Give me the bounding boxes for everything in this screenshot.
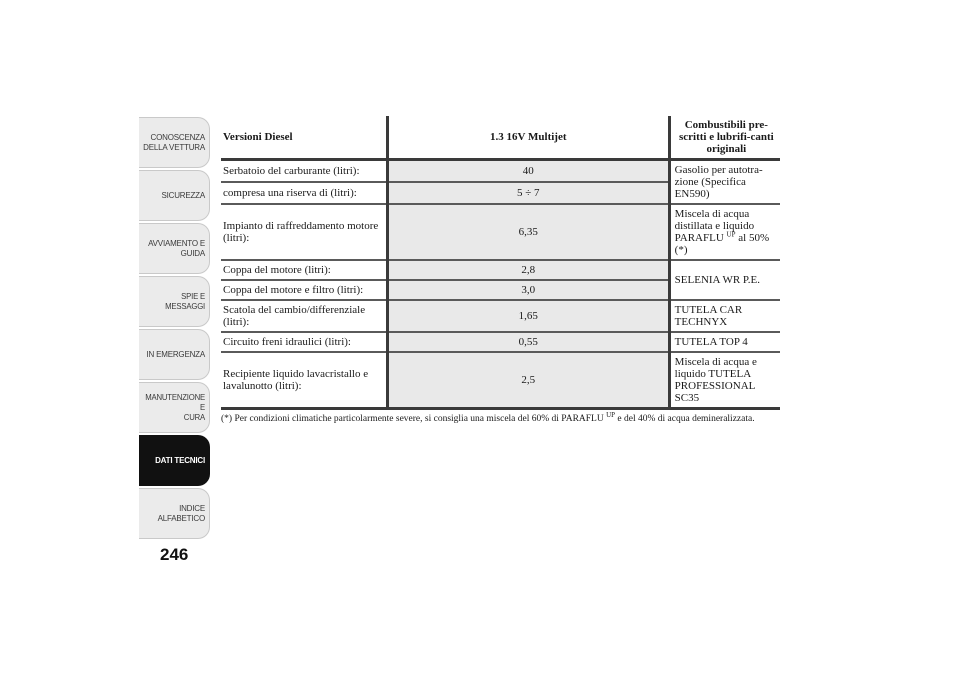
tab-label: IN EMERGENZA: [146, 349, 205, 359]
row-product: Gasolio per autotra-zione (Specifica EN590): [669, 160, 780, 205]
page-number: 246: [160, 545, 189, 564]
capacities-table: [221, 116, 780, 410]
row-label: Circuito freni idraulici (litri):: [221, 332, 387, 352]
row-label: Coppa del motore (litri):: [221, 260, 387, 280]
row-product: [669, 204, 780, 260]
row-product: TUTELA CAR TECHNYX: [669, 300, 780, 332]
tab-avviamento-e-guida[interactable]: [139, 223, 210, 274]
tab-in-emergenza[interactable]: [139, 329, 210, 380]
table-row: [221, 204, 780, 260]
table-row: [221, 160, 780, 183]
header-products: Combustibili pre-scritti e lubrifi-canti originali: [669, 116, 780, 160]
row-value: 1,65: [387, 300, 669, 332]
footnote-text-tail: e del 40% di acqua demineralizzata.: [615, 414, 755, 424]
tab-dati-tecnici[interactable]: [139, 435, 210, 486]
row-label: Scatola del cambio/differenziale (litri):: [221, 300, 387, 332]
table-header-row: [221, 116, 780, 160]
row-value: 6,35: [387, 204, 669, 260]
tab-spie-e-messaggi[interactable]: [139, 276, 210, 327]
row-value: 2,8: [387, 260, 669, 280]
product-text: Miscela di acqua distillata e liquido PARAFLU: [674, 208, 755, 244]
header-engine: 1.3 16V Multijet: [387, 116, 669, 160]
row-label: Impianto di raffreddamento motore (litri):: [221, 204, 387, 260]
tab-conoscenza-della-vettura[interactable]: [139, 117, 210, 168]
table-row: [221, 300, 780, 332]
row-product: Miscela di acqua e liquido TUTELA PROFESSIONAL SC35: [669, 352, 780, 409]
tab-sicurezza[interactable]: [139, 170, 210, 221]
table-row: [221, 352, 780, 409]
capacities-table-section: [221, 116, 780, 425]
row-value: 5 ÷ 7: [387, 182, 669, 204]
footnote: [221, 410, 783, 425]
tab-label: INDICE ALFABETICO: [157, 503, 205, 523]
row-product: TUTELA TOP 4: [669, 332, 780, 352]
footnote-text: (*) Per condizioni climatiche particolarmente severe, si consiglia una miscela del 60% di PARAFLU: [221, 414, 604, 424]
tab-label: DATI TECNICI: [155, 455, 205, 465]
row-label: compresa una riserva di (litri):: [221, 182, 387, 204]
tab-label: AVVIAMENTO E GUIDA: [148, 238, 205, 258]
row-value: 40: [387, 160, 669, 183]
row-label: Recipiente liquido lavacristallo e lavalunotto (litri):: [221, 352, 387, 409]
superscript: UP: [606, 410, 616, 419]
tab-label: CONOSCENZA DELLA VETTURA: [143, 132, 205, 152]
tab-indice-alfabetico[interactable]: [139, 488, 210, 539]
tab-manutenzione-e-cura[interactable]: [139, 382, 210, 433]
product-text-tail: al 50% (*): [674, 232, 770, 256]
tab-label: MANUTENZIONE E CURA: [145, 392, 205, 422]
row-value: 0,55: [387, 332, 669, 352]
header-versions: Versioni Diesel: [221, 116, 387, 160]
chapter-sidebar: [139, 117, 210, 541]
superscript: UP: [726, 230, 736, 239]
row-value: 3,0: [387, 280, 669, 300]
table-row: [221, 260, 780, 280]
table-row: [221, 332, 780, 352]
tab-label: SPIE E MESSAGGI: [165, 291, 205, 311]
row-product: SELENIA WR P.E.: [669, 260, 780, 300]
row-value: 2,5: [387, 352, 669, 409]
row-label: Coppa del motore e filtro (litri):: [221, 280, 387, 300]
tab-label: SICUREZZA: [161, 190, 205, 200]
row-label: Serbatoio del carburante (litri):: [221, 160, 387, 183]
